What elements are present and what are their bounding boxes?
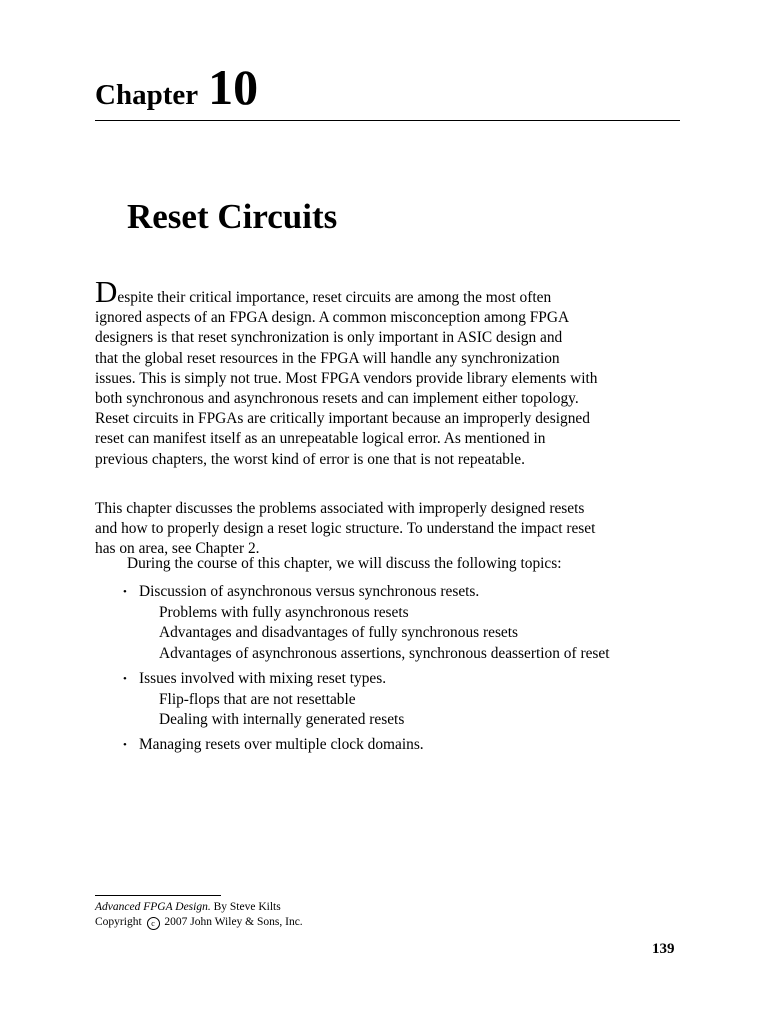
intro-line: reset can manifest itself as an unrepeatable logical error. As mentioned in (95, 430, 546, 448)
intro-line: previous chapters, the worst kind of error is one that is not repeatable. (95, 450, 525, 468)
subtopics-list (159, 603, 610, 664)
topic-item (123, 735, 610, 755)
topic-item (123, 582, 610, 664)
overview-line: and how to properly design a reset logic structure. To understand the impact reset (95, 520, 596, 538)
chapter-number: 10 (208, 59, 259, 115)
footnote-divider (95, 895, 221, 896)
footnote-copyright-line (95, 915, 303, 930)
topic-label: Issues involved with mixing reset types. (139, 669, 387, 687)
subtopic-item: Advantages of asynchronous assertions, synchronous deassertion of reset (159, 644, 610, 662)
book-title: Advanced FPGA Design. (95, 901, 211, 913)
intro-line: issues. This is simply not true. Most FPGA vendors provide library elements with (95, 369, 598, 387)
copyright-icon: c (147, 917, 160, 930)
subtopic-item: Problems with fully asynchronous resets (159, 604, 409, 622)
subtopic-item: Dealing with internally generated resets (159, 711, 405, 729)
topic-label: Managing resets over multiple clock domains. (139, 736, 424, 754)
topics-intro: During the course of this chapter, we will discuss the following topics: (127, 555, 562, 572)
intro-line: that the global reset resources in the FPGA will handle any synchronization (95, 349, 560, 367)
overview-line: This chapter discusses the problems associated with improperly designed resets (95, 500, 585, 517)
page-number: 139 (652, 941, 675, 957)
intro-line: ignored aspects of an FPGA design. A common misconception among FPGA (95, 309, 570, 327)
subtopic-item: Flip-flops that are not resettable (159, 691, 356, 709)
drop-cap: D (95, 274, 118, 309)
topic-label: Discussion of asynchronous versus synchronous resets. (139, 583, 480, 600)
intro-paragraph (95, 274, 598, 470)
intro-line: Reset circuits in FPGAs are critically important because an improperly designed (95, 410, 590, 428)
intro-line: designers is that reset synchronization is only important in ASIC design and (95, 329, 563, 347)
intro-line: both synchronous and asynchronous resets and can implement either topology. (95, 390, 579, 408)
bullet-icon: • (123, 739, 127, 752)
copyright-prefix: Copyright (95, 916, 142, 928)
overview-paragraph (95, 499, 595, 560)
subtopic-item: Advantages and disadvantages of fully synchronous resets (159, 624, 519, 642)
overview-line: has on area, see Chapter 2. (95, 540, 260, 558)
subtopics-list (159, 690, 610, 730)
copyright-text: 2007 John Wiley & Sons, Inc. (164, 916, 303, 928)
intro-line-text: espite their critical importance, reset circuits are among the most often (117, 289, 552, 306)
chapter-label: Chapter (95, 79, 199, 111)
topic-item (123, 669, 610, 731)
topics-list (123, 582, 610, 756)
bullet-icon: • (123, 672, 127, 685)
chapter-heading (95, 58, 258, 116)
chapter-title: Reset Circuits (127, 197, 338, 236)
footnote (95, 900, 303, 930)
chapter-divider (95, 120, 680, 121)
footnote-book-line (95, 900, 303, 915)
book-author: By Steve Kilts (213, 901, 281, 913)
intro-line (95, 274, 597, 309)
bullet-icon: • (123, 586, 127, 598)
